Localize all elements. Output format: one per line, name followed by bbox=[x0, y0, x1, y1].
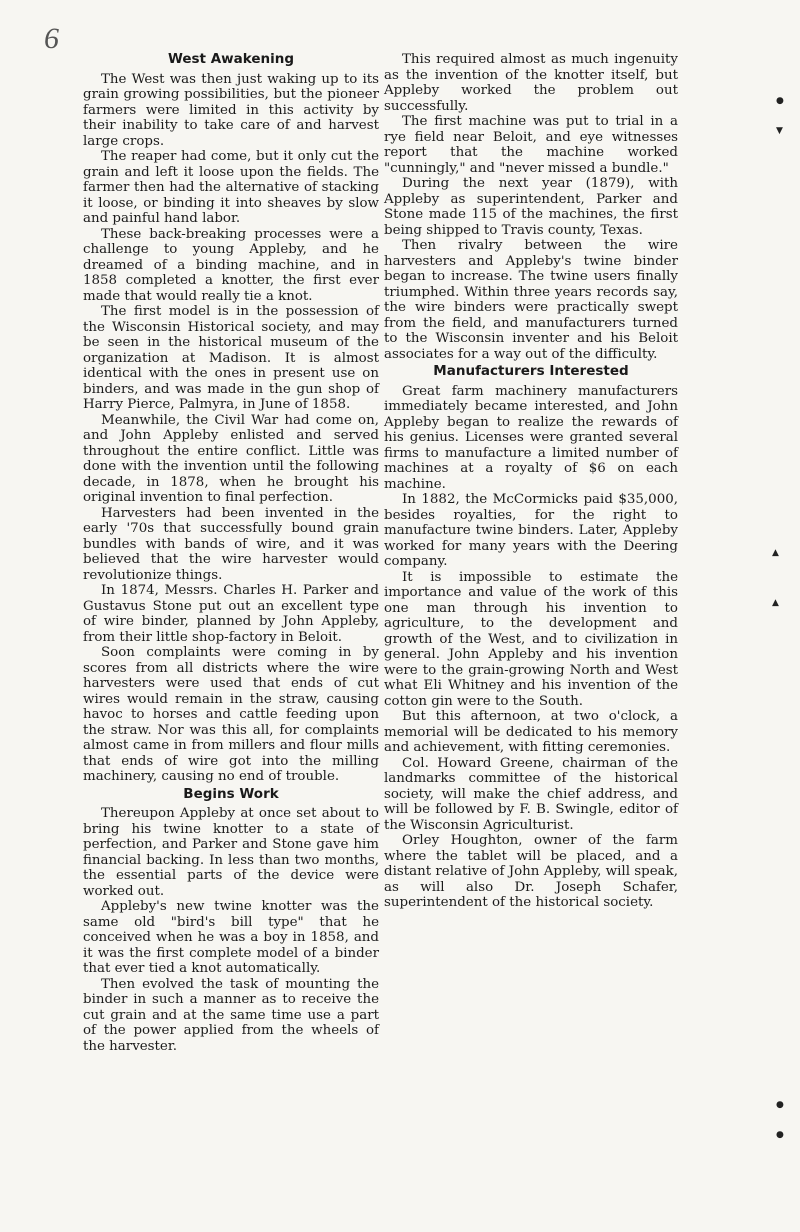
article-paragraph: In 1882, the McCormicks paid $35,000, besides royalties, for the right to manufacture twine binders. Later, Appleby worked for many years with the Deering company. bbox=[384, 492, 678, 569]
margin-mark: ● bbox=[776, 1100, 784, 1110]
article-paragraph: The first model is in the possession of the Wisconsin Historical society, and may be seen in the historical museum of the organization at Madison. It is almost identical with the ones in present use on binders, and was made in the gun shop of Harry Pierce, Palmyra, in June of 1858. bbox=[83, 304, 379, 412]
section-heading: Begins Work bbox=[183, 785, 279, 802]
margin-mark: ▲ bbox=[772, 548, 779, 558]
article-paragraph: Meanwhile, the Civil War had come on, and John Appleby enlisted and served throughout the entire conflict. Little was done with the invention until the following decade, in 1878, when he brought his original invention to final perfection. bbox=[83, 412, 379, 505]
right-column bbox=[384, 52, 678, 911]
article-paragraph: In 1874, Messrs. Charles H. Parker and Gustavus Stone put out an excellent type of wire binder, planned by John Appleby, from their little shop-factory in Beloit. bbox=[83, 583, 379, 645]
page-number: 6 bbox=[44, 22, 59, 55]
margin-mark: ● bbox=[776, 1130, 784, 1140]
section-heading: Manufacturers Interested bbox=[433, 363, 629, 379]
article-paragraph: Col. Howard Greene, chairman of the landmarks committee of the historical society, will make the chief address, and will be followed by F. B. Swingle, editor of the Wisconsin Agriculturist. bbox=[384, 755, 678, 833]
article-paragraph: Thereupon Appleby at once set about to bring his twine knotter to a state of perfection, and Parker and Stone gave him financial backing. In less than two months, the essential parts of the device were worked out. bbox=[83, 806, 379, 899]
margin-mark: ▲ bbox=[772, 598, 779, 608]
article-paragraph: The reaper had come, but it only cut the grain and left it loose upon the fields. The farmer then had the alternative of stacking it loose, or binding it into sheaves by slow and painful hand labor. bbox=[83, 149, 379, 226]
article-paragraph: But this afternoon, at two o'clock, a memorial will be dedicated to his memory and achievement, with fitting ceremonies. bbox=[384, 709, 678, 755]
article-paragraph: The first machine was put to trial in a rye field near Beloit, and eye witnesses report that the machine worked "cunningly," and "never missed a bundle." bbox=[384, 114, 678, 176]
article-paragraph: The West was then just waking up to its grain growing possibilities, but the pioneer farmers were limited in this activity by their inability to take care of and harvest large crops. bbox=[83, 71, 379, 149]
margin-mark: ● bbox=[776, 96, 784, 106]
article-paragraph: Great farm machinery manufacturers immediately became interested, and John Appleby began to realize the rewards of his genius. Licenses were granted several firms to manufacture a limited number of machines at a royalty of $6 on each machine. bbox=[384, 383, 678, 492]
article-paragraph: Soon complaints were coming in by scores from all districts where the wire harvesters were used that ends of cut wires would remain in the straw, causing havoc to horses and cattle feeding upon the straw. Nor was this all, for complaints almost came in from millers and flour mills that ends of wire got into the milling machinery, causing no end of trouble. bbox=[83, 645, 379, 784]
article-paragraph: It is impossible to estimate the importance and value of the work of this one man through his invention to agriculture, to the development and growth of the West, and to civilization in general. John Appleby and his invention were to the grain-growing North and West what Eli Whitney and his invention of the cotton gin were to the South. bbox=[384, 569, 678, 709]
article-paragraph: This required almost as much ingenuity as the invention of the knotter itself, but Appleby worked the problem out successfully. bbox=[384, 52, 678, 114]
article-paragraph: During the next year (1879), with Appleby as superintendent, Parker and Stone made 115 of the machines, the first being shipped to Travis county, Texas. bbox=[384, 176, 678, 238]
margin-mark: ▼ bbox=[776, 126, 783, 136]
article-paragraph: Then rivalry between the wire harvesters and Appleby's twine binder began to increase. The twine users finally triumphed. Within three years records say, the wire binders were practically swept from the field, and manufacturers turned to the Wisconsin inventer and his Beloit associates for a way out of the difficulty. bbox=[384, 238, 678, 362]
left-column bbox=[83, 52, 379, 1054]
article-paragraph: Appleby's new twine knotter was the same old "bird's bill type" that he conceived when he was a boy in 1858, and it was the first complete model of a binder that ever tied a knot automatically. bbox=[83, 899, 379, 976]
article-paragraph: Harvesters had been invented in the early '70s that successfully bound grain bundles with bands of wire, and it was believed that the wire harvester would revolutionize things. bbox=[83, 505, 379, 583]
article-paragraph: These back-breaking processes were a challenge to young Appleby, and he dreamed of a binding machine, and in 1858 completed a knotter, the first ever made that would really tie a knot. bbox=[83, 226, 379, 304]
article-paragraph: Then evolved the task of mounting the binder in such a manner as to receive the cut grain and at the same time use a part of the power applied from the wheels of the harvester. bbox=[83, 976, 379, 1054]
section-heading: West Awakening bbox=[167, 51, 295, 67]
article-paragraph: Orley Houghton, owner of the farm where the tablet will be placed, and a distant relative of John Appleby, will speak, as will also Dr. Joseph Schafer, superintendent of the historical society. bbox=[384, 833, 678, 910]
